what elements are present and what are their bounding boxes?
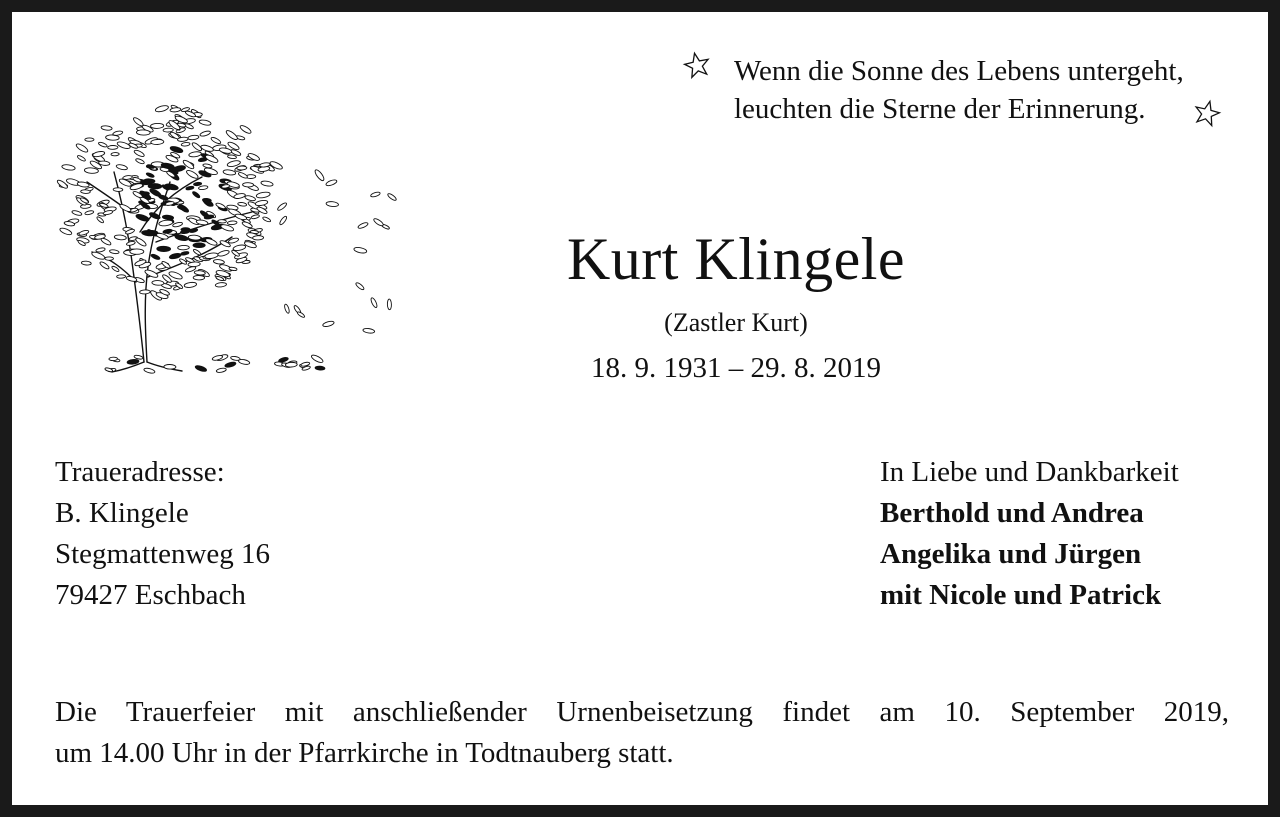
family-line-2: Angelika und Jürgen	[880, 538, 1142, 570]
family-line-1: Berthold und Andrea	[880, 497, 1144, 529]
ceremony-notice	[55, 692, 1229, 774]
ceremony-line-1: Die Trauerfeier mit anschließender Urnenbeisetzung findet am 10. September 2019,	[55, 696, 1229, 728]
memorial-quote	[734, 52, 1184, 128]
star-outline-icon	[1192, 98, 1222, 128]
family-line-3: mit Nicole und Patrick	[880, 579, 1162, 611]
star-outline-icon	[682, 50, 712, 80]
quote-line-2: leuchten die Sterne der Erinnerung.	[734, 93, 1146, 125]
address-name: B. Klingele	[55, 497, 189, 529]
family-intro: In Liebe und Dankbarkeit	[880, 456, 1179, 488]
obituary-card	[12, 12, 1268, 805]
life-dates: 18. 9. 1931 – 29. 8. 2019	[591, 352, 881, 384]
quote-line-1: Wenn die Sonne des Lebens untergeht,	[734, 55, 1184, 87]
address-street: Stegmattenweg 16	[55, 538, 271, 570]
mourning-address	[55, 452, 270, 616]
deceased-nickname: (Zastler Kurt)	[664, 308, 808, 337]
deceased-name: Kurt Klingele	[566, 226, 906, 292]
address-city: 79427 Eschbach	[55, 579, 246, 611]
ceremony-line-2: um 14.00 Uhr in der Pfarrkirche in Todtnauberg statt.	[55, 737, 674, 769]
family-signature	[880, 452, 1179, 616]
address-label: Traueradresse:	[55, 456, 225, 488]
